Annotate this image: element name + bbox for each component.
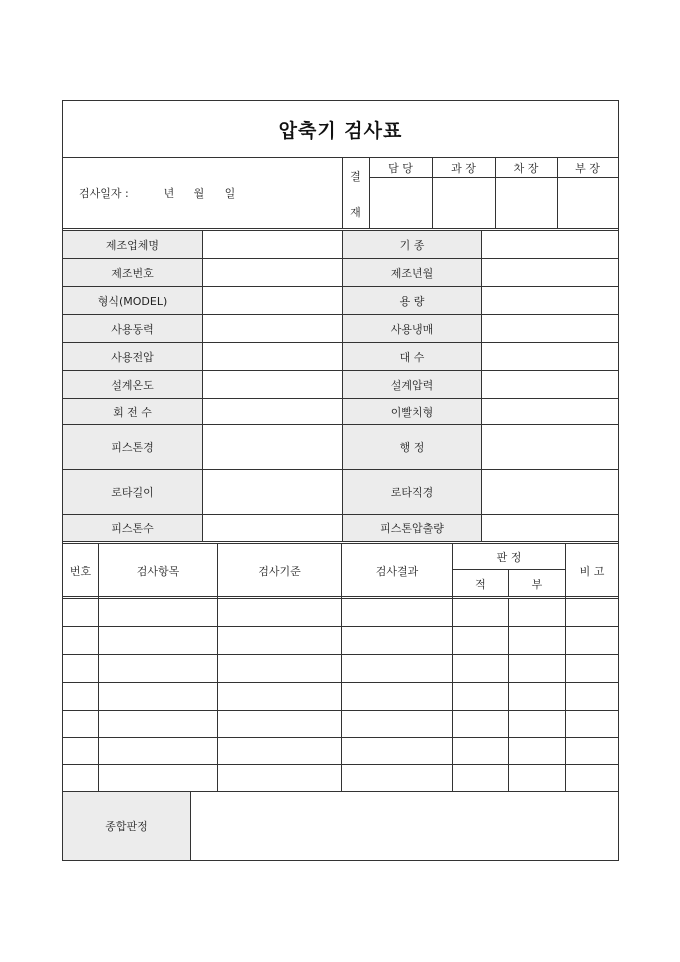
- approval-label-top: 결: [350, 170, 361, 183]
- spec-value[interactable]: [482, 425, 618, 469]
- spec-value[interactable]: [203, 470, 342, 514]
- spec-label: 피스톤압출량: [343, 515, 481, 541]
- spec-label: 대 수: [343, 343, 481, 370]
- inspection-date-label: 검사일자 :: [79, 187, 129, 200]
- header-criteria: 검사기준: [258, 564, 301, 578]
- date-month: 월: [193, 187, 205, 200]
- spec-label: 로타길이: [63, 470, 202, 514]
- overall-judgment-label: 종합판정: [63, 792, 190, 860]
- approval-label-bottom: 재: [350, 206, 361, 219]
- header-pass: 적: [475, 577, 486, 591]
- spec-value[interactable]: [203, 259, 342, 286]
- page-title: 압축기 검사표: [63, 101, 618, 158]
- date-year: 년: [163, 187, 175, 200]
- spec-label: 제조업체명: [63, 231, 202, 258]
- header-item: 검사항목: [136, 564, 180, 578]
- spec-label: 피스톤경: [63, 425, 202, 469]
- overall-judgment-value[interactable]: [191, 792, 618, 860]
- spec-value[interactable]: [482, 371, 618, 398]
- header-fail: 부: [531, 577, 543, 591]
- spec-value[interactable]: [482, 470, 618, 514]
- spec-label: 형식(MODEL): [63, 287, 202, 314]
- signature-box[interactable]: [432, 178, 495, 228]
- approval-role: 부 장: [575, 161, 600, 175]
- spec-label: 용 량: [343, 287, 481, 314]
- spec-label: 행 정: [343, 425, 481, 469]
- spec-value[interactable]: [482, 399, 618, 424]
- spec-value[interactable]: [203, 315, 342, 342]
- spec-value[interactable]: [203, 425, 342, 469]
- inspection-form: [62, 100, 619, 861]
- spec-value[interactable]: [203, 515, 342, 541]
- spec-label: 사용냉매: [343, 315, 481, 342]
- spec-value[interactable]: [482, 315, 618, 342]
- spec-label: 로타직경: [343, 470, 481, 514]
- approval-role: 담 당: [388, 161, 413, 175]
- header-number: 번호: [69, 564, 92, 578]
- approval-role: 차 장: [513, 161, 539, 175]
- signature-box[interactable]: [369, 178, 432, 228]
- spec-label: 이빨치형: [343, 399, 481, 424]
- spec-label: 설계온도: [63, 371, 202, 398]
- spec-value[interactable]: [482, 259, 618, 286]
- signature-box[interactable]: [495, 178, 557, 228]
- signature-box[interactable]: [557, 178, 618, 228]
- spec-value[interactable]: [203, 287, 342, 314]
- spec-label: 사용전압: [63, 343, 202, 370]
- spec-value[interactable]: [203, 399, 342, 424]
- header-judgment: 판 정: [496, 550, 522, 564]
- spec-value[interactable]: [482, 343, 618, 370]
- spec-label: 회 전 수: [63, 399, 202, 424]
- spec-label: 사용동력: [63, 315, 202, 342]
- date-day: 일: [224, 187, 236, 200]
- spec-value[interactable]: [203, 371, 342, 398]
- spec-value[interactable]: [482, 515, 618, 541]
- header-result: 검사결과: [375, 564, 419, 578]
- spec-label: 피스톤수: [63, 515, 202, 541]
- spec-value[interactable]: [203, 343, 342, 370]
- approval-role: 과 장: [451, 161, 476, 175]
- header-remarks: 비 고: [579, 564, 605, 578]
- spec-label: 제조번호: [63, 259, 202, 286]
- spec-label: 기 종: [343, 231, 481, 258]
- spec-label: 설계압력: [343, 371, 481, 398]
- spec-value[interactable]: [203, 231, 342, 258]
- spec-value[interactable]: [482, 287, 618, 314]
- spec-value[interactable]: [482, 231, 618, 258]
- spec-label: 제조년월: [343, 259, 481, 286]
